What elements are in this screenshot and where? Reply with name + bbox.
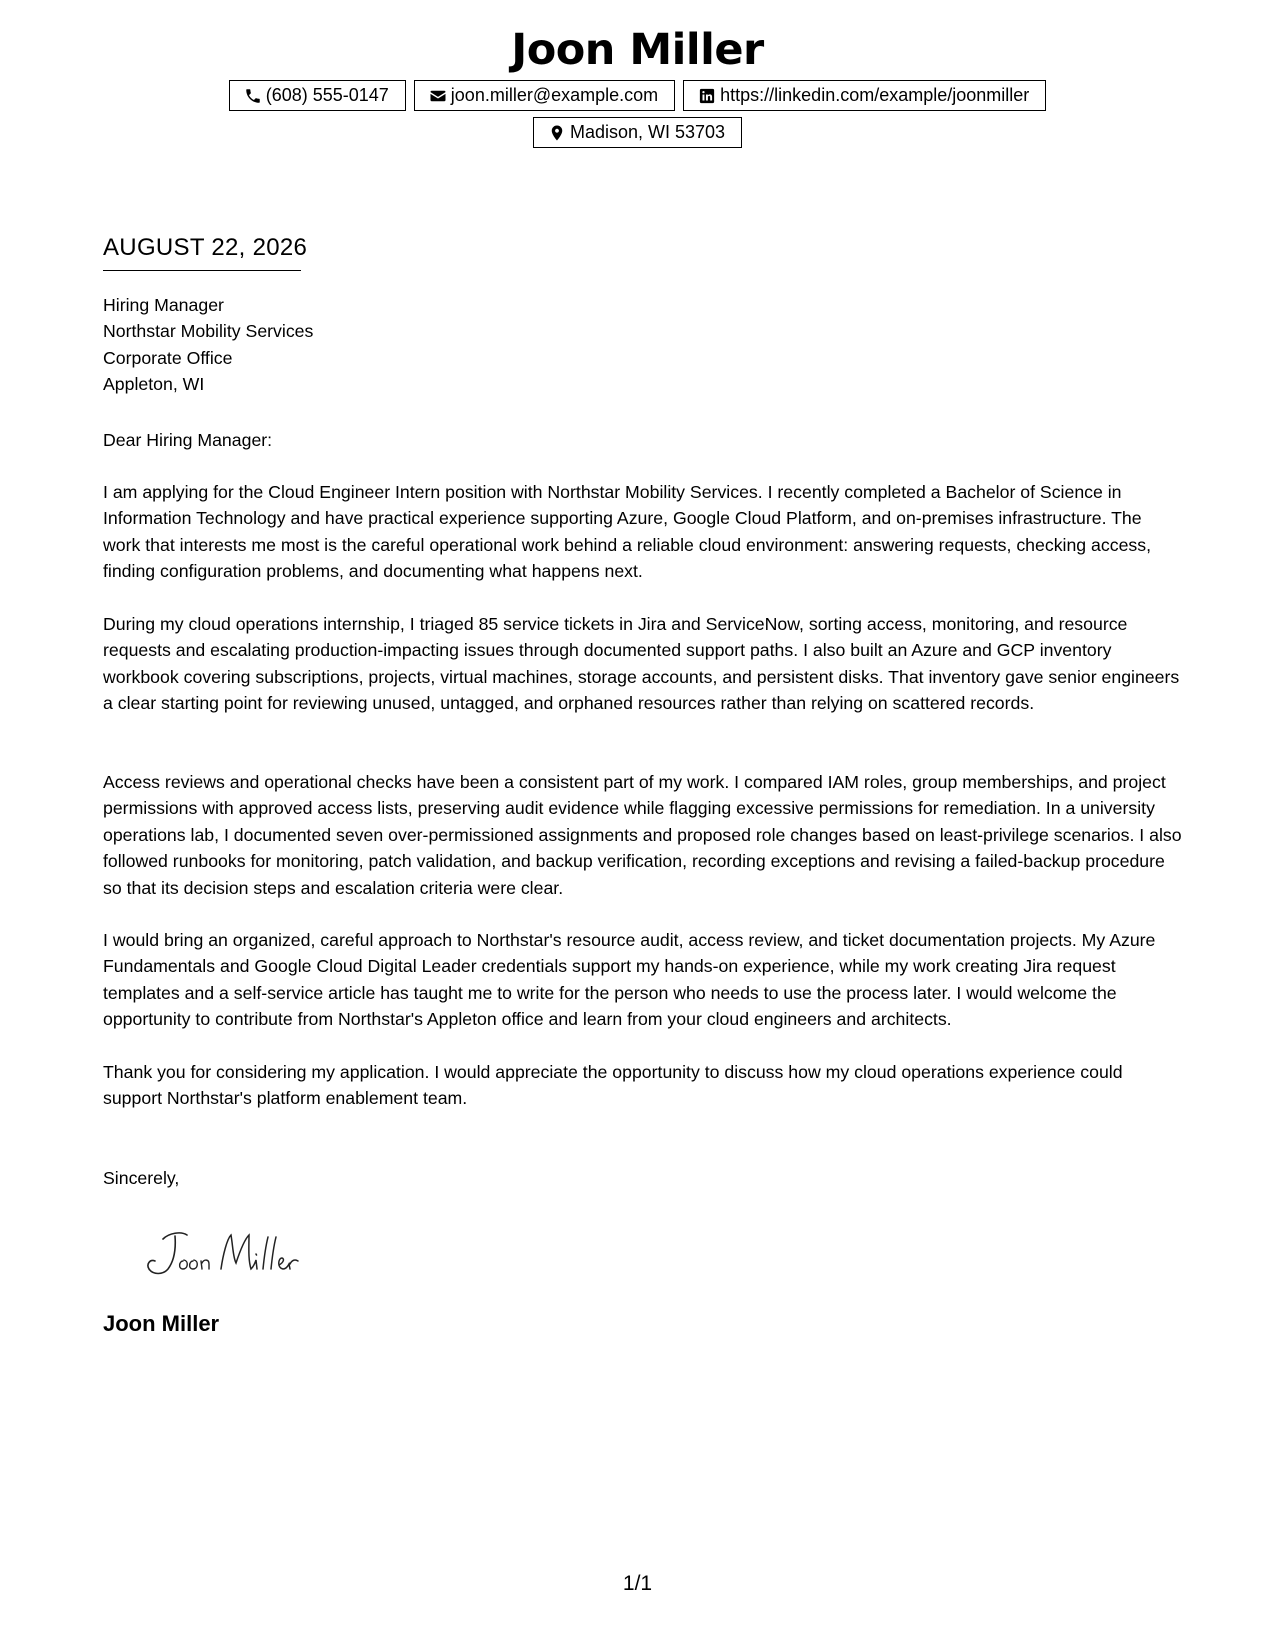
- map-marker-icon: [548, 124, 566, 142]
- email-chip: [414, 80, 675, 111]
- phone-icon: [244, 87, 262, 105]
- recipient-line: Appleton, WI: [103, 374, 205, 395]
- envelope-icon: [429, 87, 447, 105]
- closing: Sincerely,: [103, 1168, 180, 1188]
- letter-date: AUGUST 22, 2026: [103, 234, 308, 261]
- phone-number: (608) 555-0147: [265, 85, 389, 105]
- location-chip: [533, 117, 742, 148]
- signer-name: Joon Miller: [103, 1311, 220, 1336]
- recipient-line: Northstar Mobility Services: [103, 321, 314, 342]
- body-paragraph: I would bring an organized, careful approach to Northstar's resource audit, access review, and ticket documentation projects. My Azure Fundamentals and Google Cloud Digital Leader credentials support my hands-on experience, while my work creating Jira request templates and a self-service article has taught me to write for the person who needs to use the process later. I would welcome the opportunity to contribute from Northstar's Appleton office and learn from your cloud engineers and architects.: [103, 930, 1156, 1030]
- linkedin-chip: [683, 80, 1046, 111]
- body-paragraph: Thank you for considering my application. I would appreciate the opportunity to discuss how my cloud operations experience could support Northstar's platform enablement team.: [103, 1062, 1123, 1109]
- email-address: joon.miller@example.com: [450, 85, 659, 105]
- body-paragraph: Access reviews and operational checks have been a consistent part of my work. I compared IAM roles, group memberships, and project permissions with approved access lists, preserving audit evidence while flagging excessive permissions for remediation. In a university operations lab, I documented seven over-permissioned assignments and proposed role changes based on least-privilege scenarios. I also followed runbooks for monitoring, patch validation, and backup verification, recording exceptions and revising a failed-backup procedure so that its decision steps and escalation criteria were clear.: [103, 772, 1182, 898]
- recipient-line: Corporate Office: [103, 347, 233, 368]
- date-underline: [103, 270, 301, 271]
- location-text: Madison, WI 53703: [569, 122, 726, 142]
- handwritten-signature: [135, 1225, 335, 1285]
- body-paragraph: During my cloud operations internship, I triaged 85 service tickets in Jira and ServiceNow, sorting access, monitoring, and resource requests and escalating production-impacting issues through documented support paths. I also built an Azure and GCP inventory workbook covering subscriptions, projects, virtual machines, storage accounts, and persistent disks. That inventory gave senior engineers a clear starting point for reviewing unused, untagged, and orphaned resources rather than relying on scattered records.: [103, 614, 1180, 714]
- page-number: 1/1: [622, 1572, 653, 1595]
- linkedin-icon: [698, 87, 716, 105]
- phone-chip: [229, 80, 406, 111]
- contact-row-location: [0, 117, 1275, 148]
- contact-row: [0, 80, 1275, 111]
- body-paragraph: I am applying for the Cloud Engineer Intern position with Northstar Mobility Services. I recently completed a Bachelor of Science in Information Technology and have practical experience supporting Azure, Google Cloud Platform, and on-premises infrastructure. The work that interests me most is the careful operational work behind a reliable cloud environment: answering requests, checking access, finding configuration problems, and documenting what happens next.: [103, 482, 1152, 582]
- recipient-block: [103, 292, 1183, 398]
- linkedin-url: https://linkedin.com/example/joonmiller: [720, 85, 1030, 105]
- salutation: Dear Hiring Manager:: [103, 430, 273, 450]
- applicant-name-heading: Joon Miller: [511, 25, 764, 75]
- recipient-line: Hiring Manager: [103, 295, 224, 315]
